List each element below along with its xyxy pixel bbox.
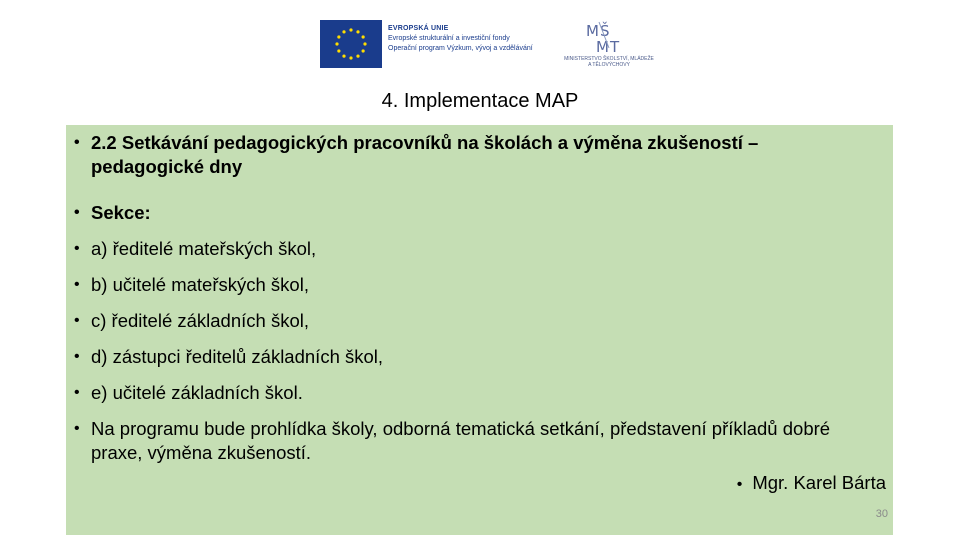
bullet-item <box>70 345 850 369</box>
eu-star-icon <box>337 35 340 38</box>
bullet-item <box>70 309 850 333</box>
bullet-text: Na programu bude prohlídka školy, odborná tematická setkání, představení příkladů dobré praxe, výměna zkušeností. <box>91 418 831 463</box>
eu-flag-icon <box>320 20 382 68</box>
bullet-icon: • <box>74 240 80 257</box>
eu-star-icon <box>356 30 359 33</box>
author-name: Mgr. Karel Bárta <box>752 472 886 493</box>
bullet-text: e) učitelé základních škol. <box>91 382 303 403</box>
msmt-logo-caption: MINISTERSTVO ŠKOLSTVÍ, MLÁDEŽE A TĚLOVÝCHOVY <box>564 56 654 68</box>
bullet-item <box>70 237 850 261</box>
bullet-icon: • <box>74 348 80 365</box>
eu-logo-line2: Evropské strukturální a investiční fondy <box>388 35 510 42</box>
bullet-text: d) zástupci ředitelů základních škol, <box>91 346 384 367</box>
eu-star-icon <box>349 56 352 59</box>
header-logos <box>320 18 660 74</box>
bullet-list <box>70 131 850 465</box>
eu-star-icon <box>342 30 345 33</box>
eu-star-icon <box>356 55 359 58</box>
slide-title: 4. Implementace MAP <box>381 90 579 112</box>
eu-star-icon <box>362 35 365 38</box>
bullet-text: Sekce: <box>91 202 151 223</box>
eu-star-icon <box>362 49 365 52</box>
bullet-icon: • <box>736 476 743 493</box>
bullet-item <box>70 381 850 405</box>
eu-star-icon <box>363 42 366 45</box>
bullet-text: c) ředitelé základních škol, <box>91 310 309 331</box>
bullet-item <box>70 131 850 179</box>
bullet-text: 2.2 Setkávání pedagogických pracovníků na školách a výměna zkušeností – pedagogické dny <box>91 132 759 177</box>
bullet-icon: • <box>74 384 80 401</box>
bullet-item <box>70 201 850 225</box>
bullet-icon: • <box>74 276 80 293</box>
eu-star-icon <box>337 49 340 52</box>
bullet-icon: • <box>74 420 80 437</box>
bullet-icon: • <box>74 134 80 151</box>
eu-star-icon <box>342 55 345 58</box>
eu-logo-line3: Operační program Výzkum, vývoj a vzdělávání <box>388 45 533 52</box>
eu-logo-text <box>388 24 568 54</box>
bullet-text: b) učitelé mateřských škol, <box>91 274 309 295</box>
bullet-item <box>70 273 850 297</box>
eu-star-icon <box>349 28 352 31</box>
eu-logo-line1: EVROPSKÁ UNIE <box>388 25 449 32</box>
svg-text:MŠ: MŠ <box>586 22 611 40</box>
eu-star-icon <box>335 42 338 45</box>
svg-text:MT: MT <box>596 38 621 56</box>
bullet-icon: • <box>74 204 80 221</box>
bullet-icon: • <box>74 312 80 329</box>
page-number: 30 <box>875 508 888 520</box>
bullet-text: a) ředitelé mateřských škol, <box>91 238 317 259</box>
bullet-item <box>70 417 850 465</box>
author-line <box>737 472 886 494</box>
